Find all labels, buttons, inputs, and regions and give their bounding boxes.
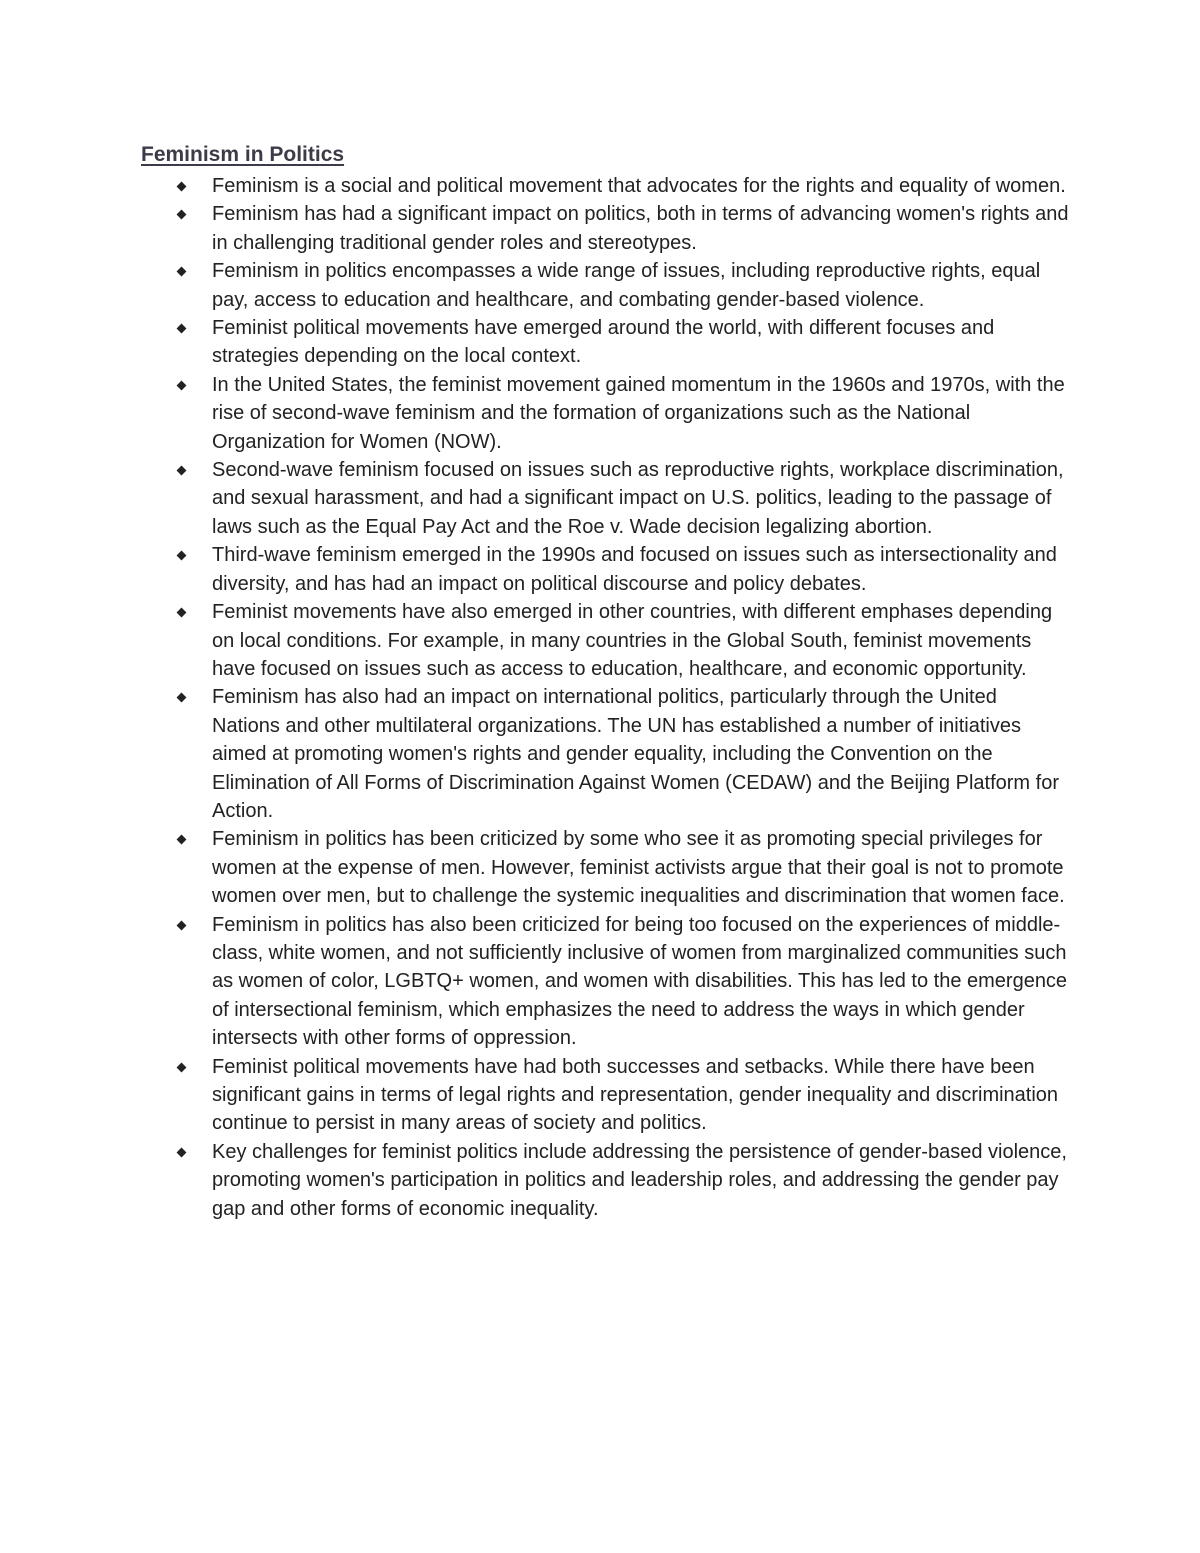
list-item [0,314,1070,371]
diamond-bullet-icon [177,324,187,334]
list-item-text: Feminist political movements have emerged around the world, with different focuses and strategies depending on the local context. [212,317,995,368]
diamond-bullet-icon [177,608,187,618]
list-item [0,371,1070,456]
diamond-bullet-icon [177,466,187,476]
list-item [0,200,1070,257]
diamond-bullet-icon [177,835,187,845]
diamond-bullet-icon [177,182,187,192]
list-item-text: Feminism has also had an impact on international politics, particularly through the United Nations and other multilateral organizations. The UN has established a number of initiatives aimed at promoting women's rights and gender equality, including the Convention on the Elimination of All Forms of Discrimination Against Women (CEDAW) and the Beijing Platform for Action. [212,686,1059,822]
list-item [0,172,1070,200]
list-item-text: Feminism is a social and political movement that advocates for the rights and equality of women. [212,175,1066,197]
list-item-text: Key challenges for feminist politics include addressing the persistence of gender-based violence, promoting women's participation in politics and leadership roles, and addressing the gender pay gap and other forms of economic inequality. [212,1140,1067,1220]
diamond-bullet-icon [177,380,187,390]
list-item [0,911,1070,1053]
diamond-bullet-icon [177,1147,187,1157]
diamond-bullet-icon [177,210,187,220]
bullet-list [0,172,1200,1223]
list-item [0,683,1070,825]
list-item-text: Feminism has had a significant impact on politics, both in terms of advancing women's rights and in challenging traditional gender roles and stereotypes. [212,203,1069,254]
diamond-bullet-icon [177,551,187,561]
list-item-text: Feminist movements have also emerged in other countries, with different emphases depending on local conditions. For example, in many countries in the Global South, feminist movements have focused on issues such as access to education, healthcare, and economic opportunity. [212,601,1053,680]
list-item [0,1053,1070,1138]
list-item [0,257,1070,314]
diamond-bullet-icon [177,693,187,703]
list-item [0,456,1070,541]
diamond-bullet-icon [177,920,187,930]
list-item-text: In the United States, the feminist movement gained momentum in the 1960s and 1970s, with the rise of second-wave feminism and the formation of organizations such as the National Organization for Women (NOW). [212,373,1065,453]
list-item-text: Feminist political movements have had both successes and setbacks. While there have been significant gains in terms of legal rights and representation, gender inequality and discrimination continue to persist in many areas of society and politics. [212,1055,1059,1135]
diamond-bullet-icon [177,267,187,277]
list-item-text: Third-wave feminism emerged in the 1990s and focused on issues such as intersectionality and diversity, and has had an impact on political discourse and policy debates. [212,544,1057,595]
list-item [0,825,1070,910]
list-item [0,598,1070,683]
document-title: Feminism in Politics [141,143,345,166]
diamond-bullet-icon [177,1062,187,1072]
list-item-text: Feminism in politics has been criticized by some who see it as promoting special privileges for women at the expense of men. However, feminist activists argue that their goal is not to promote women over men, but to challenge the systemic inequalities and discrimination that women face. [212,828,1065,908]
list-item-text: Feminism in politics encompasses a wide range of issues, including reproductive rights, equal pay, access to education and healthcare, and combating gender-based violence. [212,260,1041,311]
list-item [0,541,1070,598]
list-item-text: Feminism in politics has also been criticized for being too focused on the experiences of middle-class, white women, and not sufficiently inclusive of women from marginalized communities such as women of color, LGBTQ+ women, and women with disabilities. This has led to the emergence of intersectional feminism, which emphasizes the need to address the ways in which gender intersects with other forms of oppression. [212,913,1068,1050]
list-item-text: Second-wave feminism focused on issues such as reproductive rights, workplace discrimination, and sexual harassment, and had a significant impact on U.S. politics, leading to the passage of laws such as the Equal Pay Act and the Roe v. Wade decision legalizing abortion. [212,459,1064,538]
list-item [0,1138,1070,1223]
